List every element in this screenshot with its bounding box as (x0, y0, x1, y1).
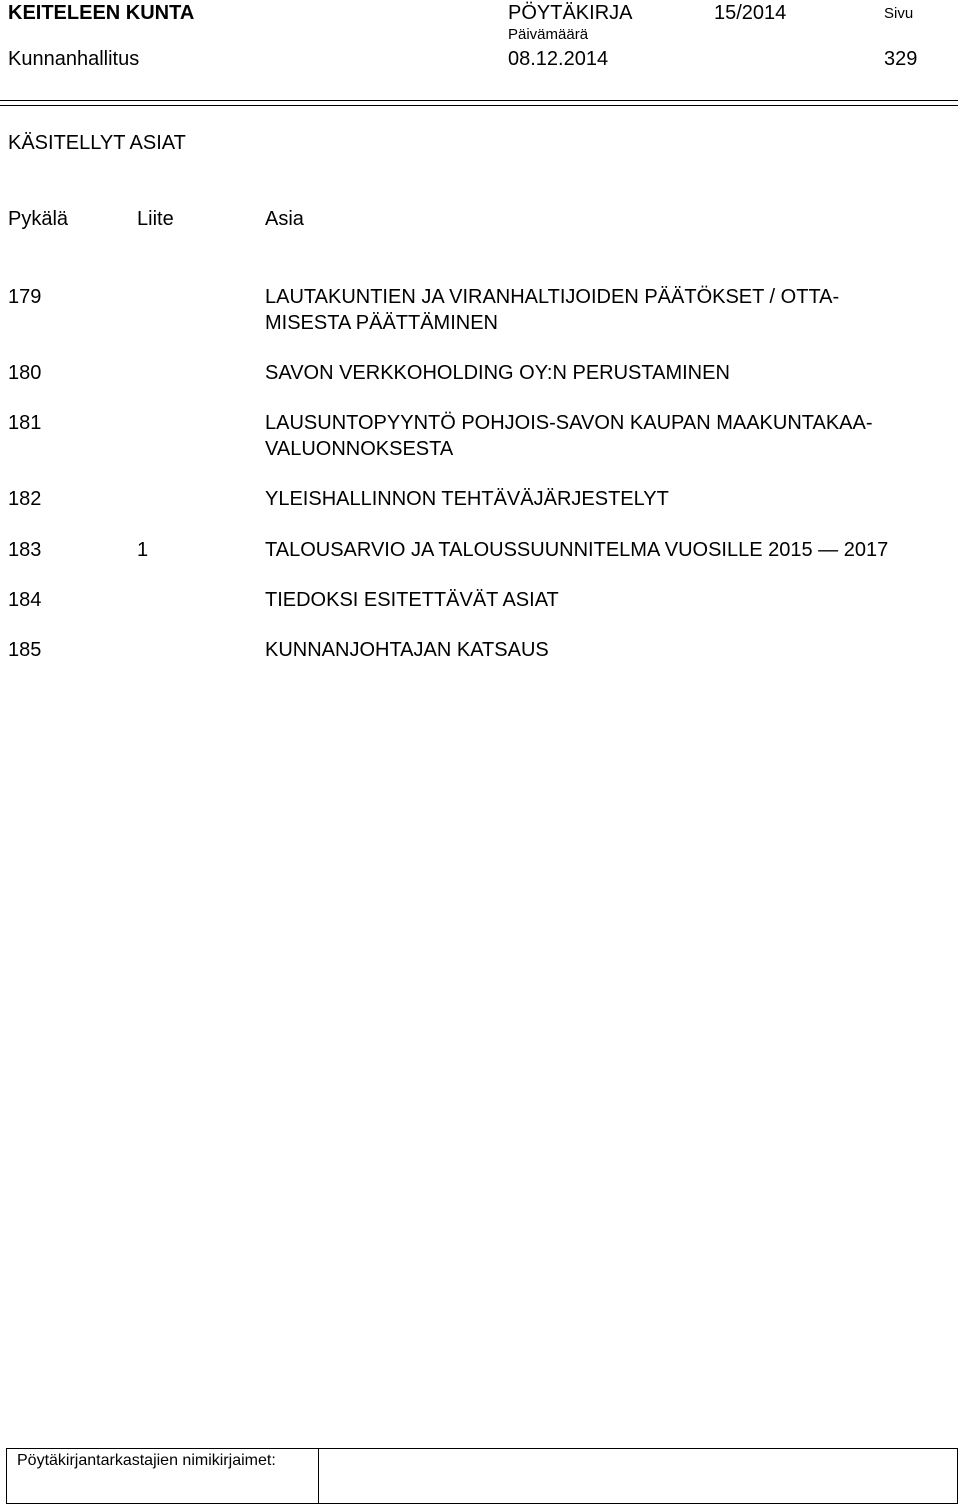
header-rule-bottom (0, 105, 958, 106)
column-header-pykala: Pykälä (8, 208, 69, 230)
footer-divider (318, 1448, 319, 1504)
item-pykala: 182 (8, 488, 42, 510)
meeting-date: 08.12.2014 (508, 48, 609, 70)
date-label: Päivämäärä (508, 26, 589, 43)
header-rule-top (0, 100, 958, 101)
page-number: 329 (884, 48, 918, 70)
item-title-line: LAUSUNTOPYYNTÖ POHJOIS-SAVON KAUPAN MAAKUNTAKAA- (265, 412, 873, 434)
item-liite: 1 (137, 539, 149, 561)
page-label: Sivu (884, 5, 914, 22)
item-pykala: 179 (8, 286, 42, 308)
item-title-line: SAVON VERKKOHOLDING OY:N PERUSTAMINEN (265, 362, 730, 384)
item-pykala: 184 (8, 589, 42, 611)
item-pykala: 183 (8, 539, 42, 561)
item-title-line: KUNNANJOHTAJAN KATSAUS (265, 639, 549, 661)
municipality-name: KEITELEEN KUNTA (8, 2, 195, 24)
item-title-line: VALUONNOKSESTA (265, 438, 454, 460)
column-header-liite: Liite (137, 208, 174, 230)
item-title-line: MISESTA PÄÄTTÄMINEN (265, 312, 498, 334)
item-pykala: 180 (8, 362, 42, 384)
item-title-line: TIEDOKSI ESITETTÄVÄT ASIAT (265, 589, 559, 611)
item-title-line: YLEISHALLINNON TEHTÄVÄJÄRJESTELYT (265, 488, 669, 510)
document-number: 15/2014 (714, 2, 787, 24)
document-type: PÖYTÄKIRJA (508, 2, 633, 24)
committee-name: Kunnanhallitus (8, 48, 140, 70)
item-title-line: LAUTAKUNTIEN JA VIRANHALTIJOIDEN PÄÄTÖKSET / OTTA- (265, 286, 840, 308)
item-title-line: TALOUSARVIO JA TALOUSSUUNNITELMA VUOSILLE 2015 — 2017 (265, 539, 889, 561)
section-title: KÄSITELLYT ASIAT (8, 132, 186, 154)
item-pykala: 181 (8, 412, 42, 434)
footer-initials-box (6, 1448, 958, 1504)
column-header-asia: Asia (265, 208, 304, 230)
item-pykala: 185 (8, 639, 42, 661)
footer-initials-label: Pöytäkirjantarkastajien nimikirjaimet: (17, 1452, 276, 1469)
